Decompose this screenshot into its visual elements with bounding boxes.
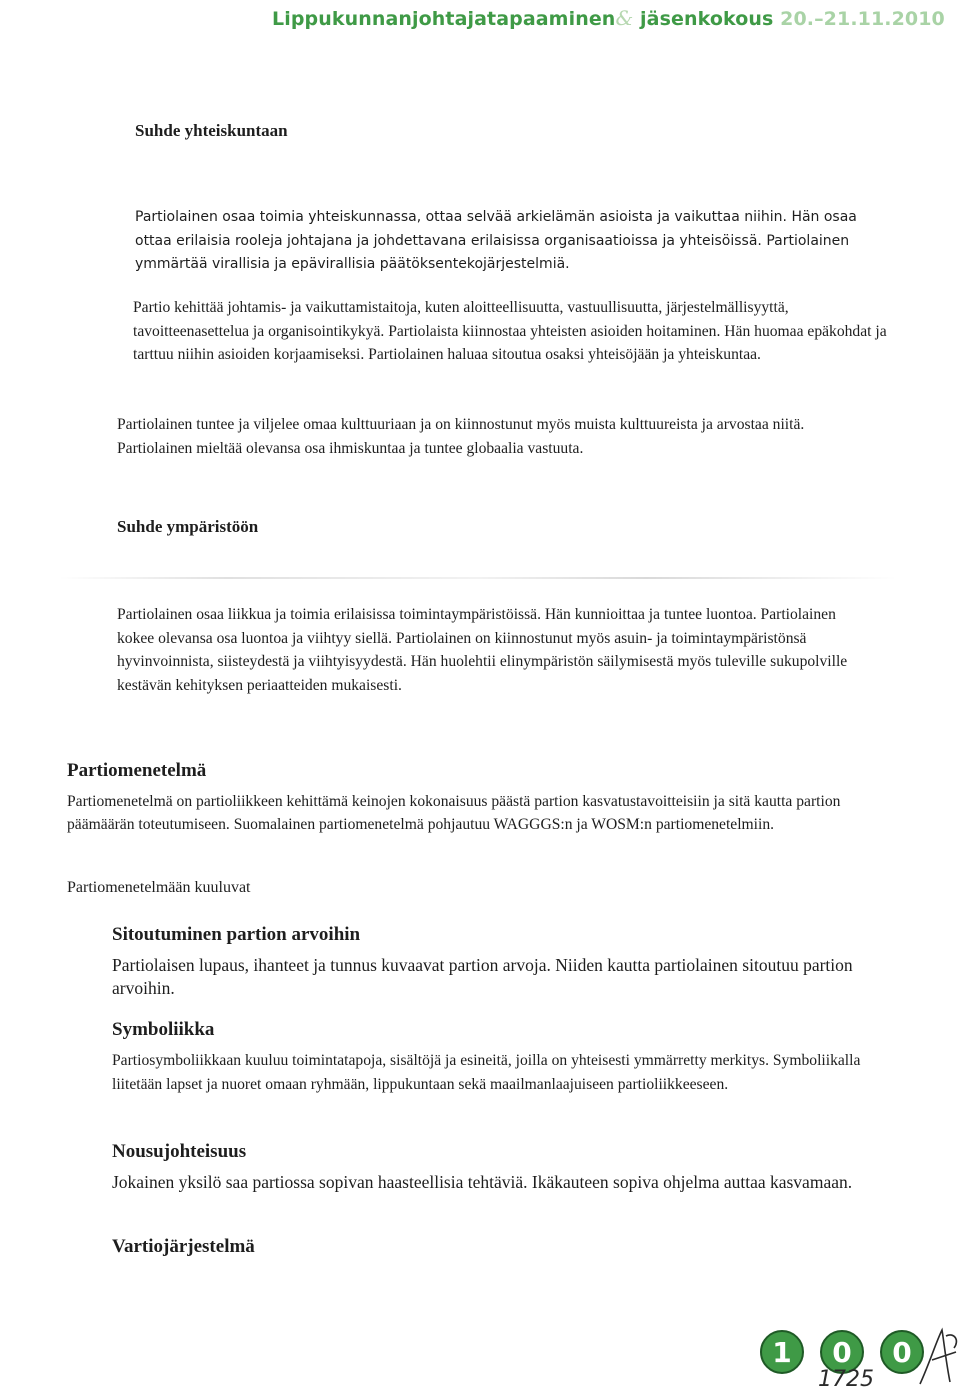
paragraph-symboliikka: Partiosymboliikkaan kuuluu toimintatapoja, sisältöjä ja esineitä, joilla on yhteisesti ymmärretty merkitys. Symboliikalla liitetään lapset ja nuoret omaan ryhmään, lippukuntaan sekä maailmanlaajuiseen partioliikkeeseen. xyxy=(112,1052,861,1093)
subheading-menetelman-kuuluvat: Partiomenetelmään kuuluvat xyxy=(67,879,251,896)
heading-partiomenetelma: Partiomenetelmä xyxy=(67,760,207,781)
heading-vartiojarjestelma: Vartiojärjestelmä xyxy=(112,1236,255,1257)
logo-digit-3: 0 xyxy=(892,1336,912,1369)
handwritten-signature-number: 1725 xyxy=(818,1367,874,1388)
paragraph-nousujohteisuus: Jokainen yksilö saa partiossa sopivan haasteellisia tehtäviä. Ikäkauteen sopiva ohjelma auttaa kasvamaan. xyxy=(112,1172,853,1192)
heading-nousujohteisuus: Nousujohteisuus xyxy=(112,1141,247,1162)
paragraph-yhteiskunta-2: Partio kehittää johtamis- ja vaikuttamistaitoja, kuten aloitteellisuutta, vastuullisuutta, järjestelmällisyyttä, tavoitteenasettelua ja organisointikykyä. Partiolaista kiinnostaa yhteisten asioiden hoitaminen. Hän huomaa epäkohdat ja tarttuu niihin asioiden korjaamiseksi. Partiolainen haluaa sitoutua osaksi yhteisöjään ja yhteiskuntaa. xyxy=(133,299,887,363)
logo-digit-1: 1 xyxy=(772,1336,792,1369)
logo-digit-circle-1 xyxy=(761,1331,803,1373)
paragraph-partiomenetelma: Partiomenetelmä on partioliikkeen kehittämä keinojen kokonaisuus päästä partion kasvatustavoitteisiin ja sitä kautta partion päämäärän toteutumiseen. Suomalainen partiomenetelmä pohjautuu WAGGGS:n ja WOSM:n partiomenetelmiin. xyxy=(67,793,841,833)
page-header xyxy=(272,6,945,30)
heading-suhde-ymparistoon: Suhde ympäristöön xyxy=(117,517,259,536)
heading-symboliikka: Symboliikka xyxy=(112,1019,215,1040)
heading-sitoutuminen: Sitoutuminen partion arvoihin xyxy=(112,924,361,945)
paragraph-ymparisto-1: Partiolainen osaa liikkua ja toimia erilaisissa toimintaympäristöissä. Hän kunnioittaa ja tuntee luontoa. Partiolainen kokee olevansa osa luontoa ja viihtyy siellä. Partiolainen on kiinnostunut myös asuin- ja toimintaympäristönsä hyvinvoinnista, siisteydestä ja viihtyisyydestä. Hän huolehtii elinympäristön säilymisestä myös tuleville sukupolville kestävän kehityksen periaatteiden mukaisesti. xyxy=(117,606,848,694)
scan-artifact-line xyxy=(58,577,898,579)
paragraph-yhteiskunta-3: Partiolainen tuntee ja viljelee omaa kulttuuriaan ja on kiinnostunut myös muista kulttuureista ja arvostaa niitä. Partiolainen mieltää olevansa osa ihmiskuntaa ja tuntee globaalia vastuuta. xyxy=(117,416,805,457)
paragraph-yhteiskunta-1: Partiolainen osaa toimia yhteiskunnassa, ottaa selvää arkielämän asioista ja vaikuttaa niihin. Hän osaa ottaa erilaisia rooleja johtajana ja johdettavana erilaisissa organisaatioissa ja yhteisöissä. Partiolainen ymmärtää virallisia ja epävirallisia päätöksentekojärjestelmiä. xyxy=(135,209,857,272)
logo-digit-2: 0 xyxy=(832,1336,852,1369)
paragraph-sitoutuminen: Partiolaisen lupaus, ihanteet ja tunnus kuvaavat partion arvoja. Niiden kautta partiolainen sitoutuu partion arvoihin. xyxy=(112,955,853,998)
logo-digit-circle-3 xyxy=(881,1331,923,1373)
header-date: 20.–21.11.2010 xyxy=(780,8,945,30)
header-ampersand: & xyxy=(615,6,634,30)
header-subtitle: jäsenkokous xyxy=(633,8,781,30)
handwritten-initials-icon xyxy=(920,1330,956,1384)
heading-suhde-yhteiskuntaan: Suhde yhteiskuntaan xyxy=(135,121,288,140)
logo-100-years xyxy=(760,1322,960,1388)
header-title: Lippukunnanjohtajatapaaminen xyxy=(272,8,616,30)
